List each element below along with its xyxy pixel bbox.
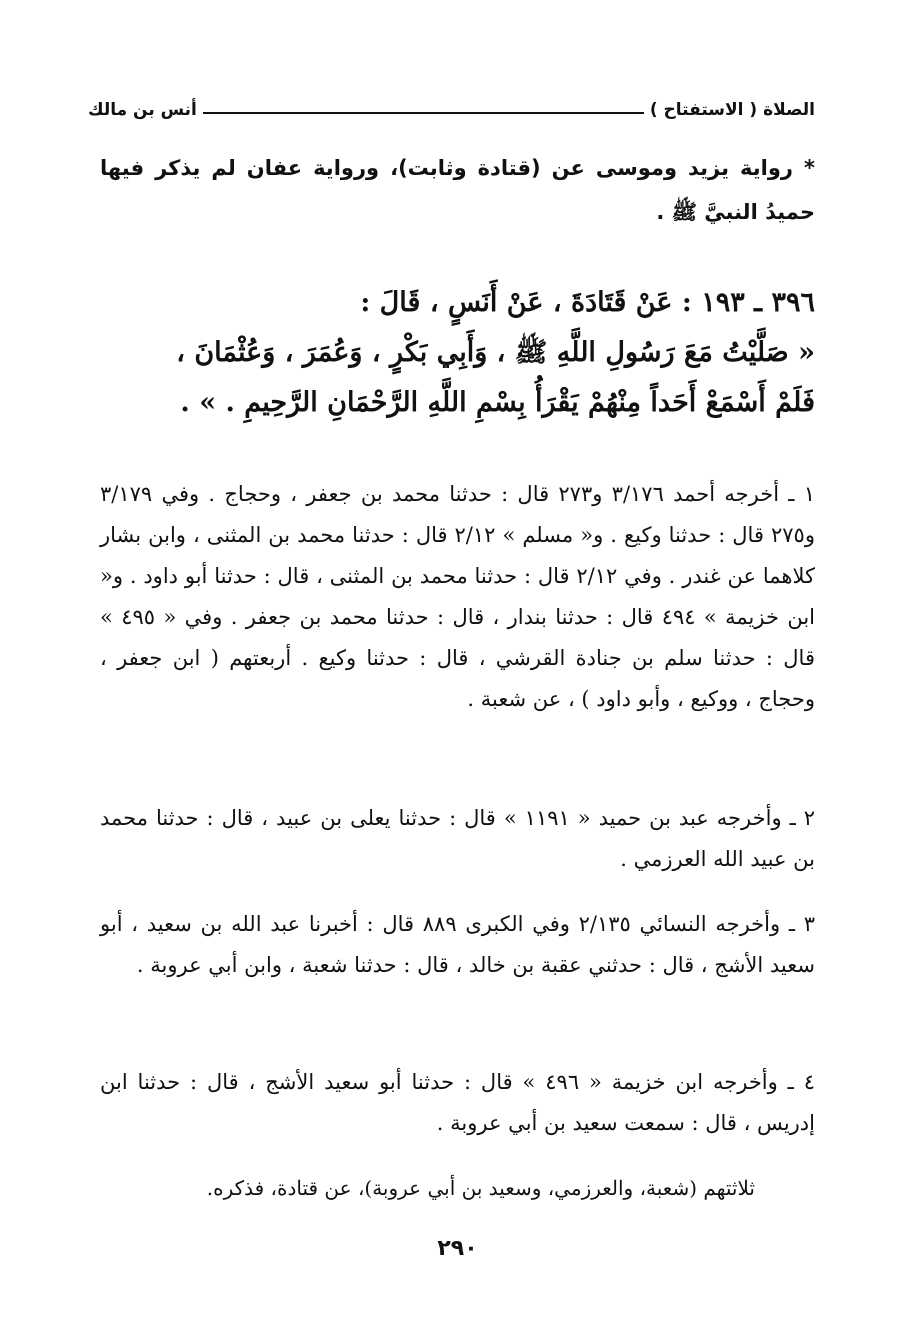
hadith-text — [100, 278, 815, 428]
takhrij-paragraph-1: ١ ـ أخرجه أحمد ٣/١٧٦ و٢٧٣ قال : حدثنا محمد بن جعفر ، وحجاج . وفي ٣/١٧٩ و٢٧٥ قال : حدثنا وكيع . و« مسلم » ٢/١٢ قال : حدثنا محمد بن المثنى ، وابن بشار كلاهما عن غندر . وفي ٢/١٢ قال : حدثنا محمد بن المثنى ، قال : حدثنا أبو داود . و« ابن خزيمة » ٤٩٤ قال : حدثنا بندار ، قال : حدثنا محمد بن جعفر . وفي « ٤٩٥ » قال : حدثنا سلم بن جنادة القرشي ، قال : حدثنا وكيع . أربعتهم ( ابن جعفر ، وحجاج ، ووكيع ، وأبو داود ) ، عن شعبة . — [100, 482, 816, 711]
hadith-line: فَلَمْ أَسْمَعْ أَحَداً مِنْهُمْ يَقْرَأُ بِسْمِ اللَّهِ الرَّحْمَانِ الرَّحِيمِ . » . — [180, 387, 815, 418]
running-header — [88, 92, 815, 120]
header-chapter-title: الصلاة ( الاستفتاح ) — [649, 100, 815, 120]
hadith-line: « صَلَّيْتُ مَعَ رَسُولِ اللَّهِ ﷺ ، وَأَبِي بَكْرٍ ، وَعُمَرَ ، وَعُثْمَانَ ، — [176, 337, 815, 368]
takhrij-paragraph-4: ٤ ـ وأخرجه ابن خزيمة « ٤٩٦ » قال : حدثنا أبو سعيد الأشج ، قال : حدثنا ابن إدريس ، قال : سمعت سعيد بن أبي عروبة . — [100, 1070, 815, 1135]
header-rule — [203, 112, 644, 114]
takhrij-paragraph-3: ٣ ـ وأخرجه النسائي ٢/١٣٥ وفي الكبرى ٨٨٩ قال : أخبرنا عبد الله بن سعيد ، أبو سعيد الأشج ، قال : حدثني عقبة بن خالد ، قال : حدثنا شعبة ، وابن أبي عروبة . — [100, 912, 815, 977]
page-number: ٢٩٠ — [437, 1236, 478, 1261]
hadith-line: ٣٩٦ ـ ١٩٣ : عَنْ قَتَادَةَ ، عَنْ أَنَسٍ ، قَالَ : — [360, 287, 815, 318]
summary-line: ثلاثتهم (شعبة، والعرزمي، وسعيد بن أبي عروبة)، عن قتادة، فذكره. — [206, 1176, 755, 1200]
takhrij-paragraph-2: ٢ ـ وأخرجه عبد بن حميد « ١١٩١ » قال : حدثنا يعلى بن عبيد ، قال : حدثنا محمد بن عبيد الله العرزمي . — [100, 806, 815, 871]
header-narrator-title: أنس بن مالك — [88, 100, 197, 120]
preceding-note: * رواية يزيد وموسى عن (قتادة وثابت)، ورواية عفان لم يذكر فيها حميدُ النبيَّ ﷺ . — [100, 156, 815, 224]
